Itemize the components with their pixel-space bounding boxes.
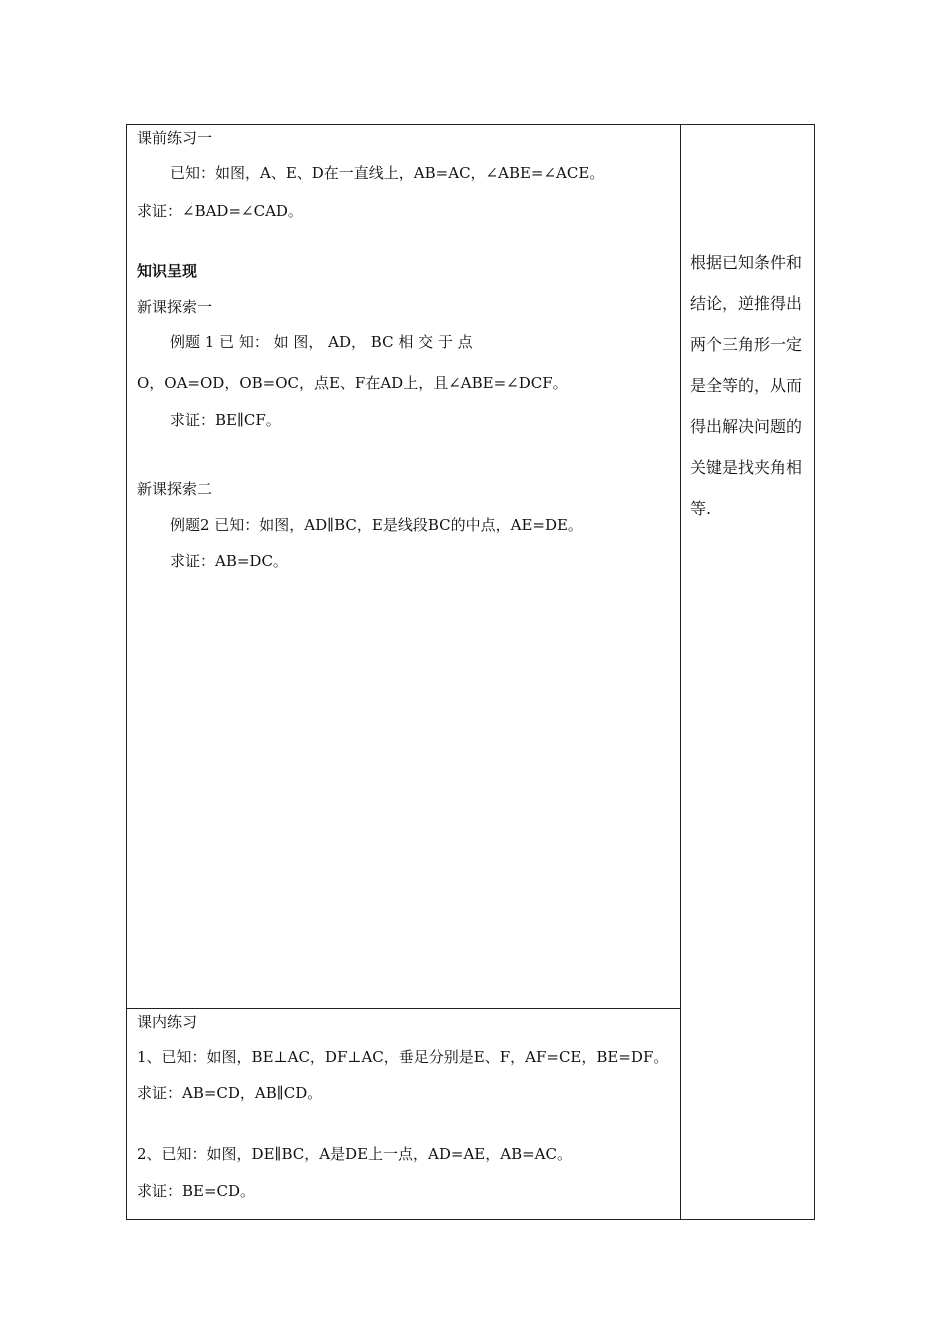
side-note-line: 得出解决问题的 (690, 417, 803, 436)
q2-given: 2、已知：如图，DE∥BC，A是DE上一点，AD=AE，AB=AC。 (137, 1145, 572, 1163)
side-note-line: 关键是找夹角相 (690, 458, 803, 477)
example1-prove: 求证：BE∥CF。 (170, 411, 281, 429)
q1-prove: 求证：AB=CD，AB∥CD。 (137, 1084, 323, 1102)
row-divider (126, 1008, 681, 1009)
knowledge-heading: 知识呈现 (137, 262, 198, 280)
side-note-line: 是全等的，从而 (690, 376, 803, 395)
side-note-line: 等. (690, 499, 712, 518)
pre-practice-heading: 课前练习一 (137, 129, 213, 147)
explore2-heading: 新课探索二 (137, 480, 213, 498)
column-divider (680, 124, 681, 1220)
example2-given: 例题2 已知：如图，AD∥BC，E是线段BC的中点，AE=DE。 (170, 516, 583, 534)
pre-practice-given: 已知：如图，A、E、D在一直线上，AB=AC，∠ABE=∠ACE。 (170, 164, 605, 182)
pre-practice-prove: 求证：∠BAD=∠CAD。 (137, 202, 303, 220)
side-note-line: 两个三角形一定 (690, 335, 803, 354)
q2-prove: 求证：BE=CD。 (137, 1182, 256, 1200)
in-class-heading: 课内练习 (137, 1013, 198, 1031)
example1-line2: O，OA=OD，OB=OC，点E、F在AD上，且∠ABE=∠DCF。 (137, 374, 568, 392)
example2-prove: 求证：AB=DC。 (170, 552, 288, 570)
q1-given: 1、已知：如图，BE⊥AC，DF⊥AC，垂足分别是E、F，AF=CE，BE=DF。 (137, 1048, 669, 1066)
side-note-line: 结论，逆推得出 (690, 294, 803, 313)
side-note-line: 根据已知条件和 (690, 253, 803, 272)
example1-line1: 例题 1 已 知： 如 图， AD， BC 相 交 于 点 (170, 333, 473, 351)
explore1-heading: 新课探索一 (137, 298, 213, 316)
